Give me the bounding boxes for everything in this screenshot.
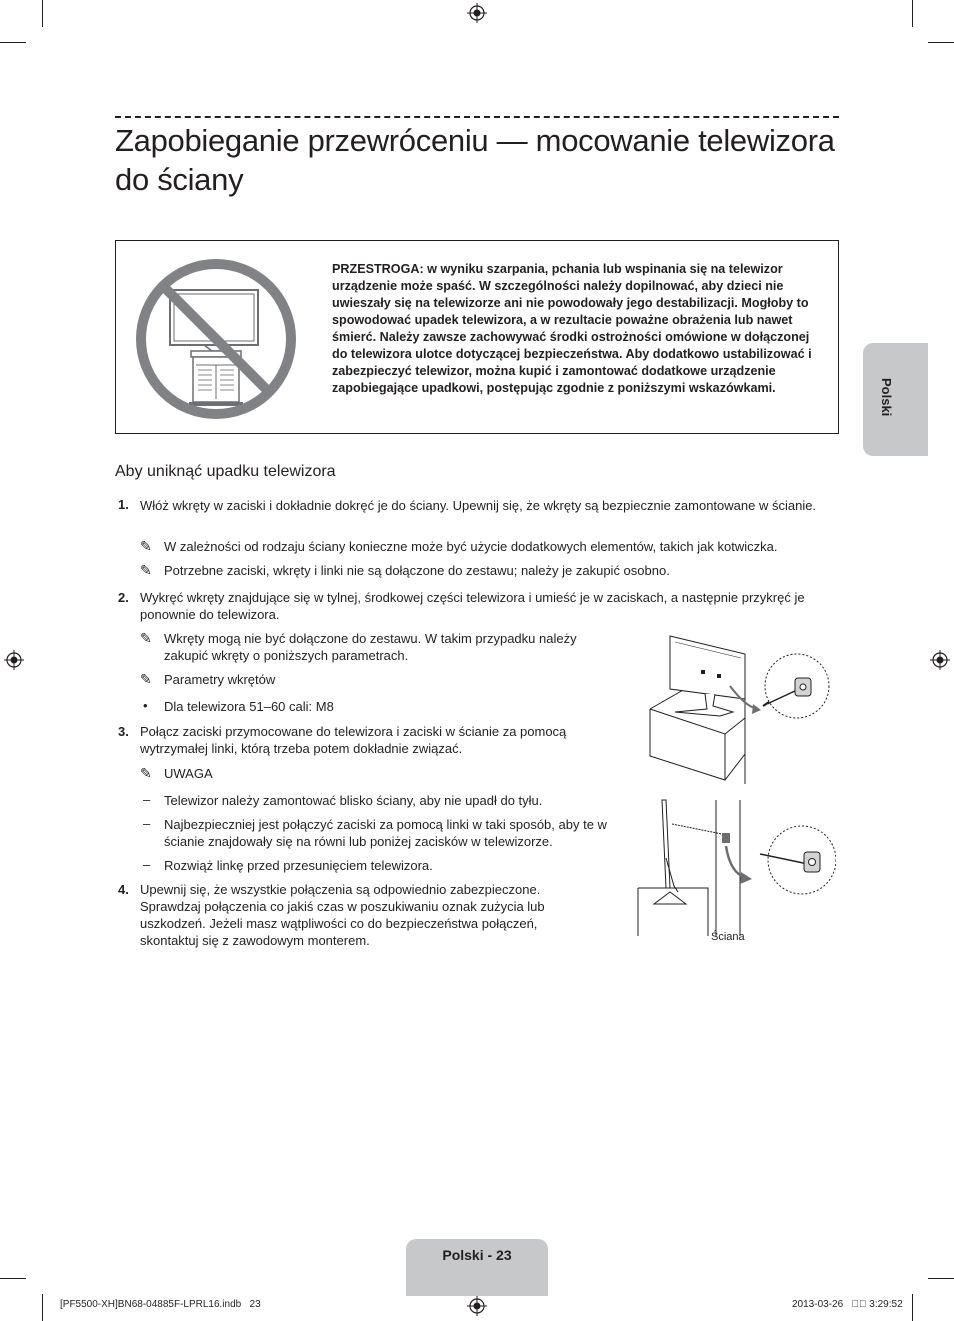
crop-mark bbox=[42, 0, 43, 27]
step-1-note: Potrzebne zaciski, wkręty i linki nie są dołączone do zestawu; należy je zakupić osobno. bbox=[164, 563, 670, 578]
step-3-text: Połącz zaciski przymocowane do telewizora i zaciski w ścianie za pomocą wytrzymałej linki, którą trzeba potem dokładnie związać. bbox=[140, 724, 567, 756]
crosshair-registration-icon bbox=[467, 3, 487, 23]
step-4-text: Upewnij się, że wszystkie połączenia są odpowiednio zabezpieczone. Sprawdzaj połączenia co jakiś czas w poszukiwaniu oznak zużycia lub uszkodzeń. Jeżeli masz wątpliwości co do bezpieczeństwa połączeń, skontaktuj się z zawodowym monterem. bbox=[140, 882, 545, 948]
pencil-note-icon: ✎ bbox=[140, 765, 152, 781]
date-slug: 2013-03-26 ￿￿ 3:29:52 bbox=[792, 1299, 903, 1310]
wall-mount-illustration bbox=[636, 798, 836, 938]
crop-mark bbox=[0, 1278, 26, 1279]
pencil-note-icon: ✎ bbox=[140, 562, 152, 578]
language-tab bbox=[863, 343, 928, 456]
title-dashed-rule bbox=[115, 116, 839, 118]
tv-clip-illustration bbox=[645, 634, 830, 784]
pencil-note-icon: ✎ bbox=[140, 630, 152, 646]
crop-mark bbox=[0, 42, 26, 43]
step-3-note: UWAGA bbox=[164, 766, 213, 781]
file-slug: [PF5500-XH]BN68-04885F-LPRL16.indb 23 bbox=[60, 1299, 261, 1310]
crosshair-registration-icon bbox=[4, 650, 24, 670]
bullet-dot: • bbox=[143, 698, 148, 713]
dash-marker: – bbox=[143, 792, 151, 807]
prohibition-sign-icon bbox=[134, 257, 298, 421]
step-number: 4. bbox=[118, 882, 129, 897]
crop-mark bbox=[912, 1294, 913, 1321]
step-number: 2. bbox=[118, 590, 129, 605]
step-number: 1. bbox=[118, 497, 129, 512]
pencil-note-icon: ✎ bbox=[140, 671, 152, 687]
step-2-note: Parametry wkrętów bbox=[164, 672, 276, 687]
crop-mark bbox=[928, 42, 954, 43]
warning-text: PRZESTROGA: w wyniku szarpania, pchania lub wspinania się na telewizor urządzenie może spaść. W szczególności należy dopilnować, aby dzieci nie uwieszały się na telewizorze ani nie powodowały jego destabilizacji. Mogłoby to spowodować upadek telewizora, a w rezultacie poważne obrażenia lub nawet śmierć. Należy zawsze zachowywać środki ostrożności omówione w dołączonej do telewizora ulotce dotyczącej bezpieczeństwa. Aby dodatkowo ustabilizować i zabezpieczyć telewizor, można kupić i zamontować dodatkowe urządzenie zapobiegające upadkowi, postępując zgodnie z poniższymi wskazówkami. bbox=[332, 262, 812, 395]
step-3-dash-item: Telewizor należy zamontować blisko ściany, aby nie upadł do tyłu. bbox=[164, 793, 543, 808]
dash-marker: – bbox=[143, 816, 151, 831]
dash-marker: – bbox=[143, 857, 151, 872]
page-title: Zapobieganie przewróceniu — mocowanie telewizora do ściany bbox=[115, 123, 835, 197]
step-1-note: W zależności od rodzaju ściany konieczne może być użycie dodatkowych elementów, takich jak kotwiczka. bbox=[164, 539, 778, 554]
step-3-dash-item: Najbezpieczniej jest połączyć zaciski za pomocą linki w taki sposób, aby te w ścianie znajdowały się na równi lub poniżej zacisków w telewizorze. bbox=[164, 817, 607, 849]
page-number-label: Polski - 23 bbox=[442, 1247, 512, 1263]
wall-caption: Ściana bbox=[711, 931, 745, 943]
crosshair-registration-icon bbox=[467, 1296, 487, 1316]
step-2-text: Wykręć wkręty znajdujące się w tylnej, środkowej części telewizora i umieść je w zaciskach, a następnie przykręć je ponownie do telewizora. bbox=[140, 590, 805, 622]
step-number: 3. bbox=[118, 724, 129, 739]
crop-mark bbox=[928, 1278, 954, 1279]
screw-spec: Dla telewizora 51–60 cali: M8 bbox=[164, 699, 334, 714]
step-2-note: Wkręty mogą nie być dołączone do zestawu. W takim przypadku należy zakupić wkręty o poniższych parametrach. bbox=[164, 631, 577, 663]
crosshair-registration-icon bbox=[930, 650, 950, 670]
step-3-dash-item: Rozwiąż linkę przed przesunięciem telewizora. bbox=[164, 858, 433, 873]
language-tab-label: Polski bbox=[879, 378, 894, 417]
step-1-text: Włóż wkręty w zaciski i dokładnie dokręć je do ściany. Upewnij się, że wkręty są bezpiecznie zamontowane w ścianie. bbox=[140, 498, 817, 513]
section-heading: Aby uniknąć upadku telewizora bbox=[115, 463, 336, 480]
page-number-tab bbox=[406, 1239, 548, 1296]
crop-mark bbox=[912, 0, 913, 27]
pencil-note-icon: ✎ bbox=[140, 538, 152, 554]
crop-mark bbox=[42, 1294, 43, 1321]
